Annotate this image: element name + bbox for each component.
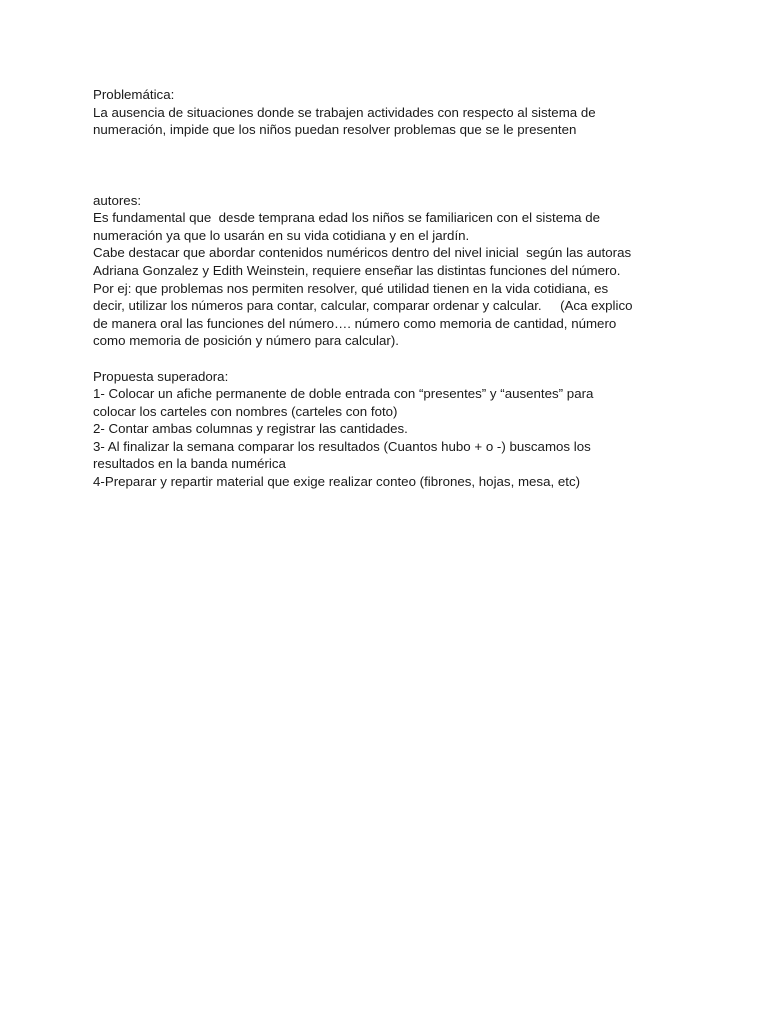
- spacer: [93, 350, 683, 368]
- spacer: [93, 139, 683, 192]
- list-item: 4-Preparar y repartir material que exige realizar conteo (fibrones, hojas, mesa, etc): [93, 474, 581, 490]
- list-item: 1- Colocar un afiche permanente de doble entrada con “presentes” y “ausentes” para: [93, 386, 594, 402]
- paragraph-line: numeración, impide que los niños puedan resolver problemas que se le presenten: [93, 122, 577, 138]
- paragraph-line: decir, utilizar los números para contar, calcular, comparar ordenar y calcular. (Aca explico: [93, 298, 633, 314]
- heading-problematica: Problemática:: [93, 87, 175, 102]
- paragraph-line: Por ej: que problemas nos permiten resolver, qué utilidad tienen en la vida cotidiana, es: [93, 280, 609, 296]
- list-item: colocar los carteles con nombres (carteles con foto): [93, 403, 398, 419]
- section-autores: [93, 192, 683, 350]
- paragraph-line: como memoria de posición y número para calcular).: [93, 333, 399, 349]
- paragraph-line: de manera oral las funciones del número…. número como memoria de cantidad, número: [93, 315, 617, 331]
- list-item: 2- Contar ambas columnas y registrar las cantidades.: [93, 421, 408, 437]
- list-item: resultados en la banda numérica: [93, 456, 286, 472]
- section-propuesta: [93, 368, 683, 491]
- paragraph-line: Adriana Gonzalez y Edith Weinstein, requiere enseñar las distintas funciones del número.: [93, 262, 621, 278]
- paragraph-line: Cabe destacar que abordar contenidos numéricos dentro del nivel inicial según las autoras: [93, 245, 632, 261]
- heading-autores: autores:: [93, 192, 142, 208]
- document-body: [93, 86, 683, 491]
- paragraph-line: La ausencia de situaciones donde se trabajen actividades con respecto al sistema de: [93, 104, 596, 120]
- list-item: 3- Al finalizar la semana comparar los resultados (Cuantos hubo + o -) buscamos los: [93, 438, 591, 454]
- section-problematica: [93, 86, 683, 139]
- paragraph-line: Es fundamental que desde temprana edad los niños se familiaricen con el sistema de: [93, 210, 601, 226]
- heading-propuesta: Propuesta superadora:: [93, 368, 229, 384]
- paragraph-line: numeración ya que lo usarán en su vida cotidiana y en el jardín.: [93, 227, 470, 243]
